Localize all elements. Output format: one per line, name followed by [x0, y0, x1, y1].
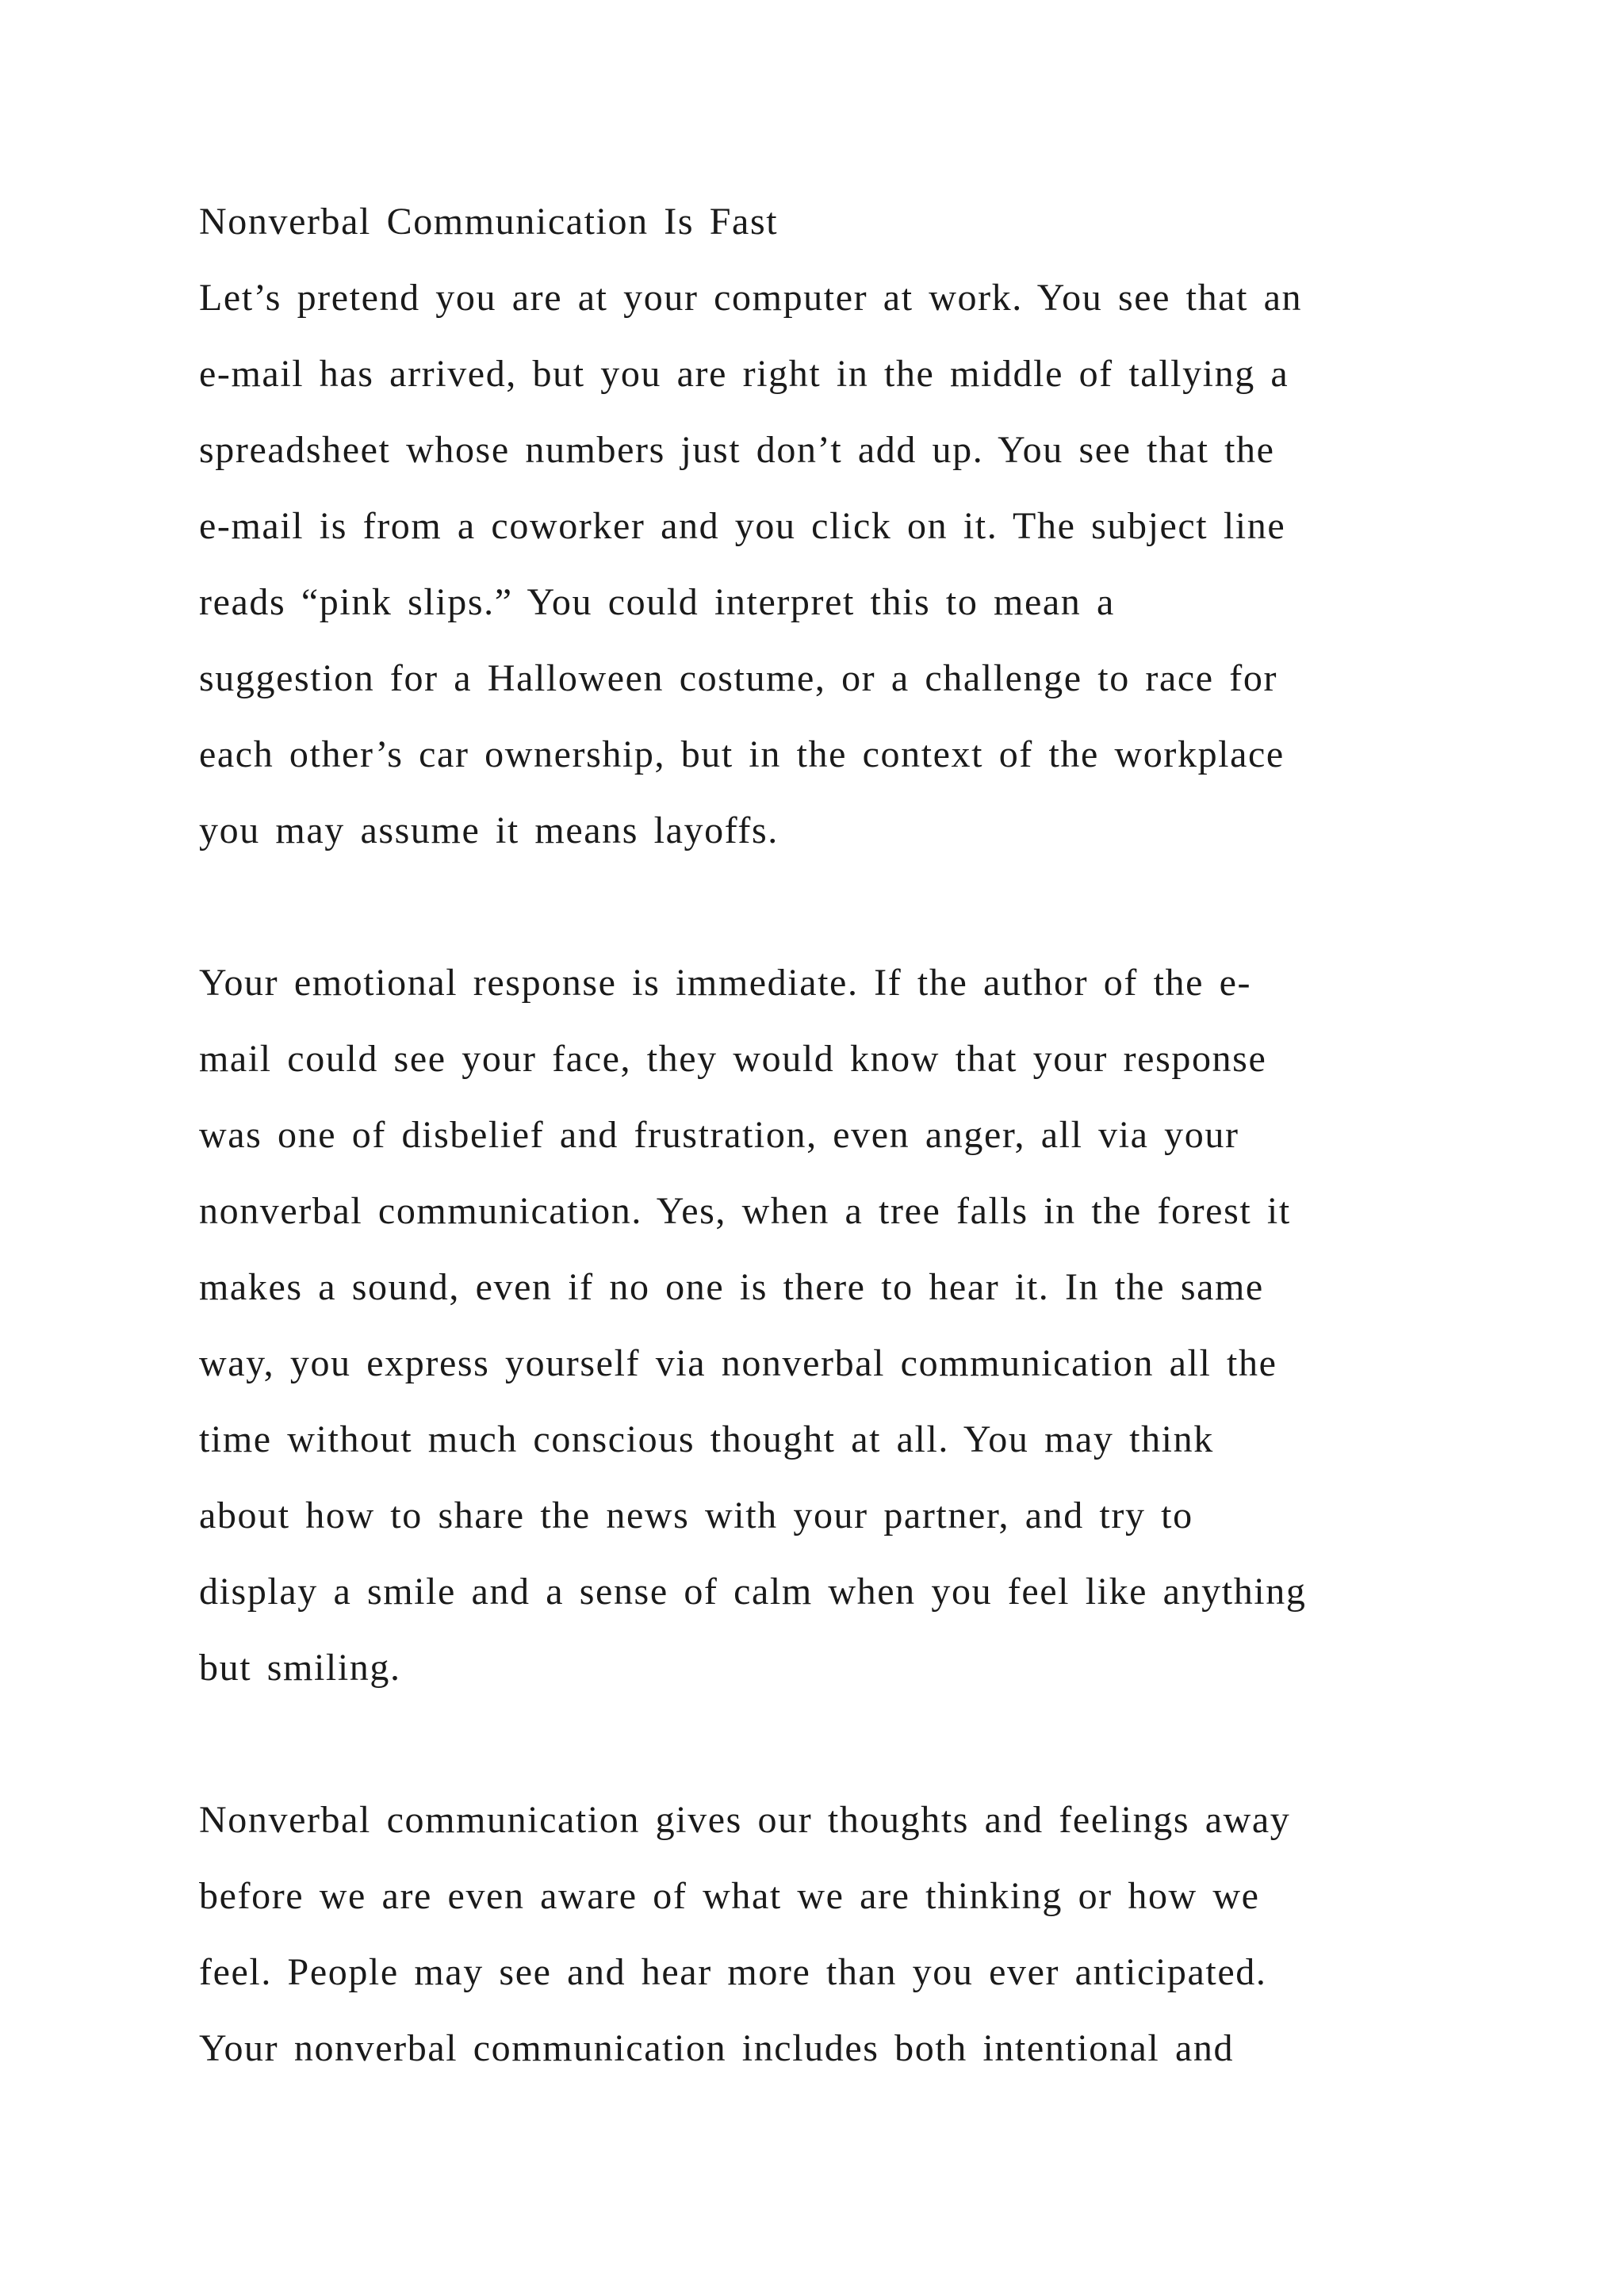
text-line: Let’s pretend you are at your computer at work. You see that an	[199, 277, 1303, 319]
text-line: way, you express yourself via nonverbal communication all the	[199, 1342, 1277, 1384]
document-title: Nonverbal Communication Is Fast	[199, 201, 779, 243]
paragraph-spacer	[199, 1706, 1436, 1782]
text-line: before we are even aware of what we are thinking or how we	[199, 1875, 1260, 1917]
text-line: feel. People may see and hear more than you ever anticipated.	[199, 1951, 1267, 1993]
text-line: suggestion for a Halloween costume, or a challenge to race for	[199, 657, 1278, 699]
text-line: time without much conscious thought at all. You may think	[199, 1418, 1214, 1460]
text-line: was one of disbelief and frustration, even anger, all via your	[199, 1114, 1239, 1156]
text-line: Your nonverbal communication includes both intentional and	[199, 2027, 1235, 2069]
document-body	[199, 184, 1436, 2087]
text-line: Your emotional response is immediate. If the author of the e-	[199, 962, 1252, 1004]
text-line: you may assume it means layoffs.	[199, 809, 779, 851]
text-line: reads “pink slips.” You could interpret this to mean a	[199, 581, 1115, 623]
text-line: display a smile and a sense of calm when you feel like anything	[199, 1571, 1307, 1613]
text-line: but smiling.	[199, 1647, 401, 1689]
paragraph-1	[199, 260, 1436, 869]
text-line: nonverbal communication. Yes, when a tree falls in the forest it	[199, 1190, 1291, 1232]
text-line: e-mail has arrived, but you are right in the middle of tallying a	[199, 353, 1289, 395]
text-line: Nonverbal communication gives our thoughts and feelings away	[199, 1799, 1291, 1841]
text-line: each other’s car ownership, but in the context of the workplace	[199, 733, 1285, 775]
text-line: e-mail is from a coworker and you click on it. The subject line	[199, 505, 1286, 547]
text-line: about how to share the news with your partner, and try to	[199, 1494, 1193, 1536]
text-line: spreadsheet whose numbers just don’t add up. You see that the	[199, 429, 1275, 471]
paragraph-3	[199, 1782, 1436, 2087]
paragraph-spacer	[199, 869, 1436, 945]
text-line: mail could see your face, they would know that your response	[199, 1038, 1267, 1080]
paragraph-2	[199, 945, 1436, 1706]
text-line: makes a sound, even if no one is there to hear it. In the same	[199, 1266, 1264, 1308]
